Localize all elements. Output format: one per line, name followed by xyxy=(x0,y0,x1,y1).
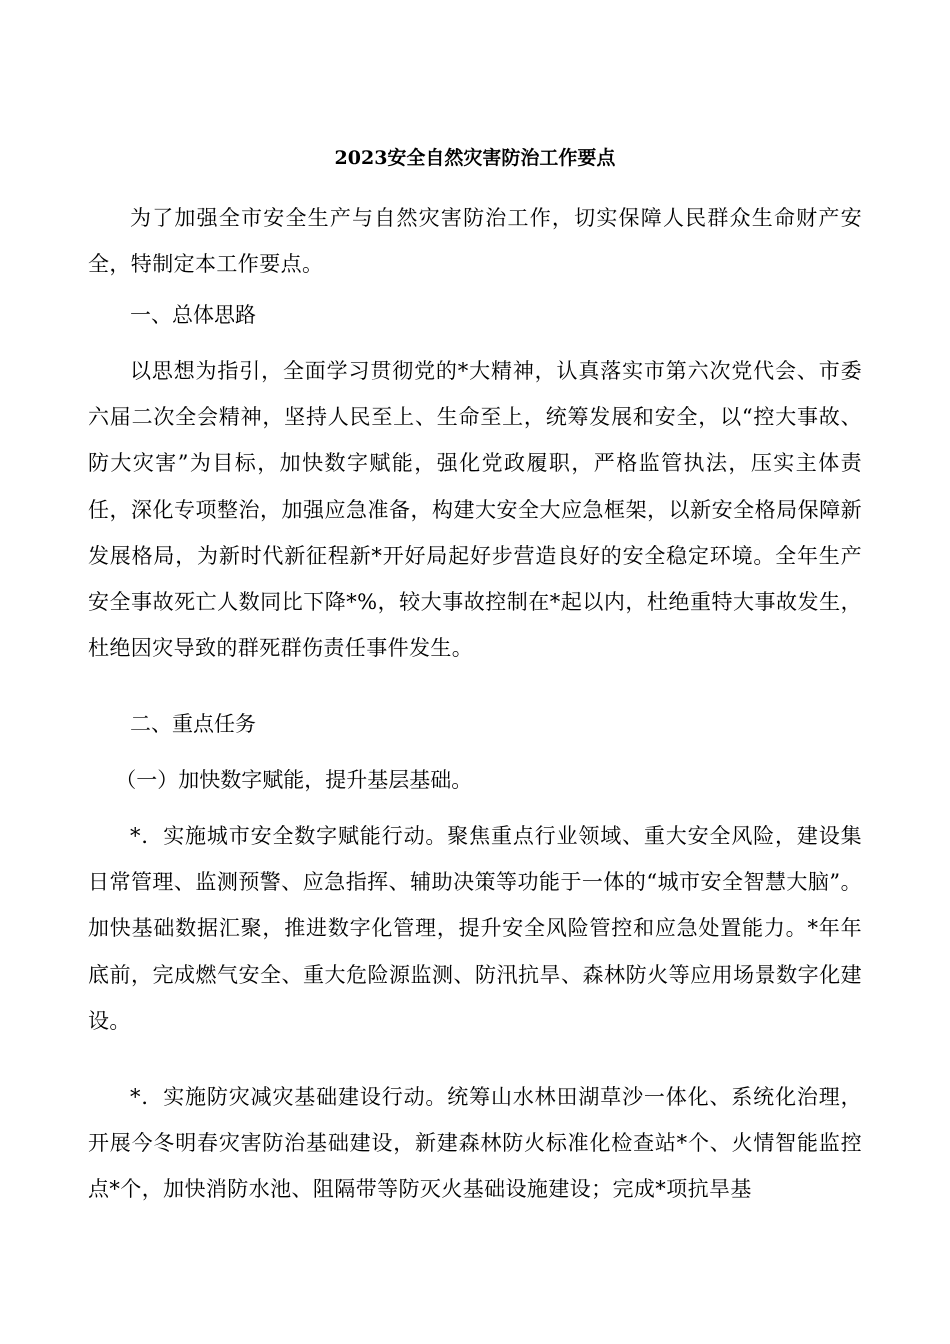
section-heading-key-tasks: 二、重点任务 xyxy=(130,712,256,736)
subsection-heading-digital-empowerment: （一）加快数字赋能，提升基层基础。 xyxy=(115,768,473,792)
overall-approach-paragraph: 以思想为指引，全面学习贯彻党的*大精神，认真落实市第六次党代会、市委六届二次全会精神，坚持人民至上、生命至上，统筹发展和安全，以“控大事故、防大灾害”为目标，加快数字赋能，强化党政履职，严格监管执法，压实主体责任，深化专项整治，加强应急准备，构建大安全大应急框架，以新安全格局保障新发展格局，为新时代新征程新*开好局起好步营造良好的安全稳定环境。全年生产安全事故死亡人数同比下降*%，较大事故控制在*起以内，杜绝重特大事故发生，杜绝因灾导致的群死群伤责任事件发生。 xyxy=(88,359,862,661)
task-item-city-safety-digital: *．实施城市安全数字赋能行动。聚焦重点行业领域、重大安全风险，建设集日常管理、监测预警、应急指挥、辅助决策等功能于一体的“城市安全智慧大脑”。加快基础数据汇聚，推进数字化管理，提升安全风险管控和应急处置能力。*年年底前，完成燃气安全、重大危险源监测、防汛抗旱、森林防火等应用场景数字化建设。 xyxy=(88,824,862,1033)
intro-paragraph: 为了加强全市安全生产与自然灾害防治工作，切实保障人民群众生命财产安全，特制定本工作要点。 xyxy=(88,206,862,277)
task-item-disaster-prevention-infrastructure: *．实施防灾减灾基础建设行动。统筹山水林田湖草沙一体化、系统化治理，开展今冬明春灾害防治基础建设，新建森林防火标准化检查站*个、火情智能监控点*个，加快消防水池、阻隔带等防灭火基础设施建设；完成*项抗旱基 xyxy=(88,1085,862,1202)
section-heading-overall-approach: 一、总体思路 xyxy=(130,303,256,327)
document-title: 2023安全自然灾害防治工作要点 xyxy=(334,147,616,169)
